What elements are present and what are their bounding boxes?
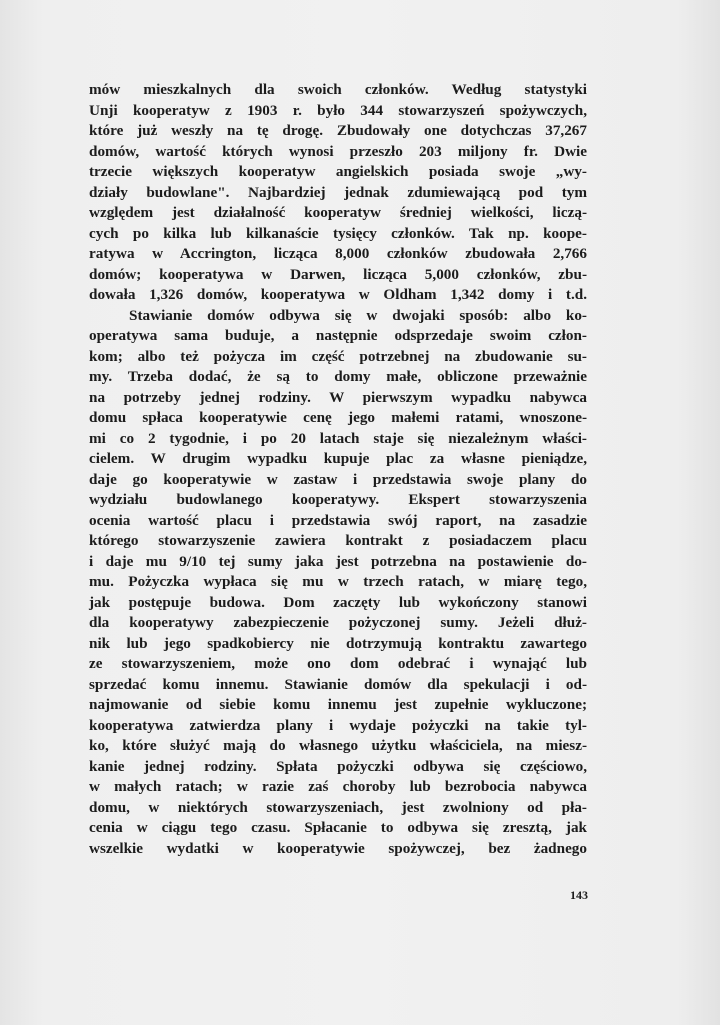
text-line: jak postępuje budowa. Dom zaczęty lub wykończony stanowi xyxy=(89,593,587,611)
text-line: mu. Pożyczka wypłaca się mu w trzech ratach, w miarę tego, xyxy=(89,573,587,590)
text-line: Unji kooperatyw z 1903 r. było 344 stowarzyszeń spożywczych, xyxy=(89,101,587,119)
text-line: dla kooperatywy zabezpieczenie pożyczonej sumy. Jeżeli dłuż- xyxy=(89,614,587,631)
text-line: trzecie większych kooperatyw angielskich posiada swoje „wy- xyxy=(89,163,587,180)
text-line: najmowanie od siebie komu innemu jest zupełnie wykluczone; xyxy=(89,696,587,713)
text-line: operatywa sama buduje, a następnie odsprzedaje swoim człon- xyxy=(89,327,587,344)
text-line: domów, wartość których wynosi przeszło 203 miljony fr. Dwie xyxy=(89,142,587,160)
text-line: ko, które służyć mają do własnego użytku właściciela, na miesz- xyxy=(89,737,587,754)
text-line: wszelkie wydatki w kooperatywie spożywczej, bez żadnego xyxy=(89,839,587,857)
page-number: 143 xyxy=(570,888,588,902)
body-text xyxy=(89,80,587,859)
text-line: ze stowarzyszeniem, może ono dom odebrać i wynająć lub xyxy=(89,655,587,672)
text-line: cenia w ciągu tego czasu. Spłacanie to odbywa się zresztą, jak xyxy=(89,819,587,836)
paragraph-first-line: Stawianie domów odbywa się w dwojaki sposób: albo ko- xyxy=(129,306,587,324)
text-line: wydziału budowlanego kooperatywy. Ekspert stowarzyszenia xyxy=(89,491,587,508)
text-line: domu, w niektórych stowarzyszeniach, jest zwolniony od pła- xyxy=(89,798,587,816)
text-line: i daje mu 9/10 tej sumy jaka jest potrzebna na postawienie do- xyxy=(89,552,587,570)
text-line: które już weszły na tę drogę. Zbudowały one dotychczas 37,267 xyxy=(89,122,587,139)
text-line: którego stowarzyszenie zawiera kontrakt z posiadaczem placu xyxy=(89,532,587,549)
text-line: kooperatywa zatwierdza plany i wydaje pożyczki na takie tyl- xyxy=(89,716,587,734)
text-line: sprzedać komu innemu. Stawianie domów dla spekulacji i od- xyxy=(89,675,587,693)
text-line: kom; albo też pożycza im część potrzebnej na zbudowanie su- xyxy=(89,347,587,365)
text-line: daje go kooperatywie w zastaw i przedstawia swoje plany do xyxy=(89,470,587,488)
text-line: na potrzeby jednej rodziny. W pierwszym wypadku nabywca xyxy=(89,388,587,406)
text-line: domów; kooperatywa w Darwen, licząca 5,000 członków, zbu- xyxy=(89,265,587,283)
text-line: kanie jednej rodziny. Spłata pożyczki odbywa się częściowo, xyxy=(89,757,587,775)
text-line: ocenia wartość placu i przedstawia swój raport, na zasadzie xyxy=(89,511,587,529)
text-line: cych po kilka lub kilkanaście tysięcy członków. Tak np. koope- xyxy=(89,224,587,242)
text-line: nik lub jego spadkobiercy nie dotrzymują kontraktu zawartego xyxy=(89,634,587,652)
text-line: mów mieszkalnych dla swoich członków. Według statystyki xyxy=(89,81,587,98)
text-line: my. Trzeba dodać, że są to domy małe, obliczone przeważnie xyxy=(89,368,587,385)
text-line: domu spłaca kooperatywie cenę jego małemi ratami, wnoszone- xyxy=(89,409,587,426)
text-line: mi co 2 tygodnie, i po 20 latach staje się niezależnym właści- xyxy=(89,429,587,447)
text-line: ratywa w Accrington, licząca 8,000 członków zbudowała 2,766 xyxy=(89,245,587,262)
text-line: w małych ratach; w razie zaś choroby lub bezrobocia nabywca xyxy=(89,778,587,795)
text-line: dowała 1,326 domów, kooperatywa w Oldham 1,342 domy i t.d. xyxy=(89,286,587,303)
text-line: cielem. W drugim wypadku kupuje plac za własne pieniądze, xyxy=(89,450,587,467)
text-line: działy budowlane". Najbardziej jednak zdumiewającą pod tym xyxy=(89,183,587,201)
text-line: względem jest działalność kooperatyw średniej wielkości, liczą- xyxy=(89,204,587,221)
